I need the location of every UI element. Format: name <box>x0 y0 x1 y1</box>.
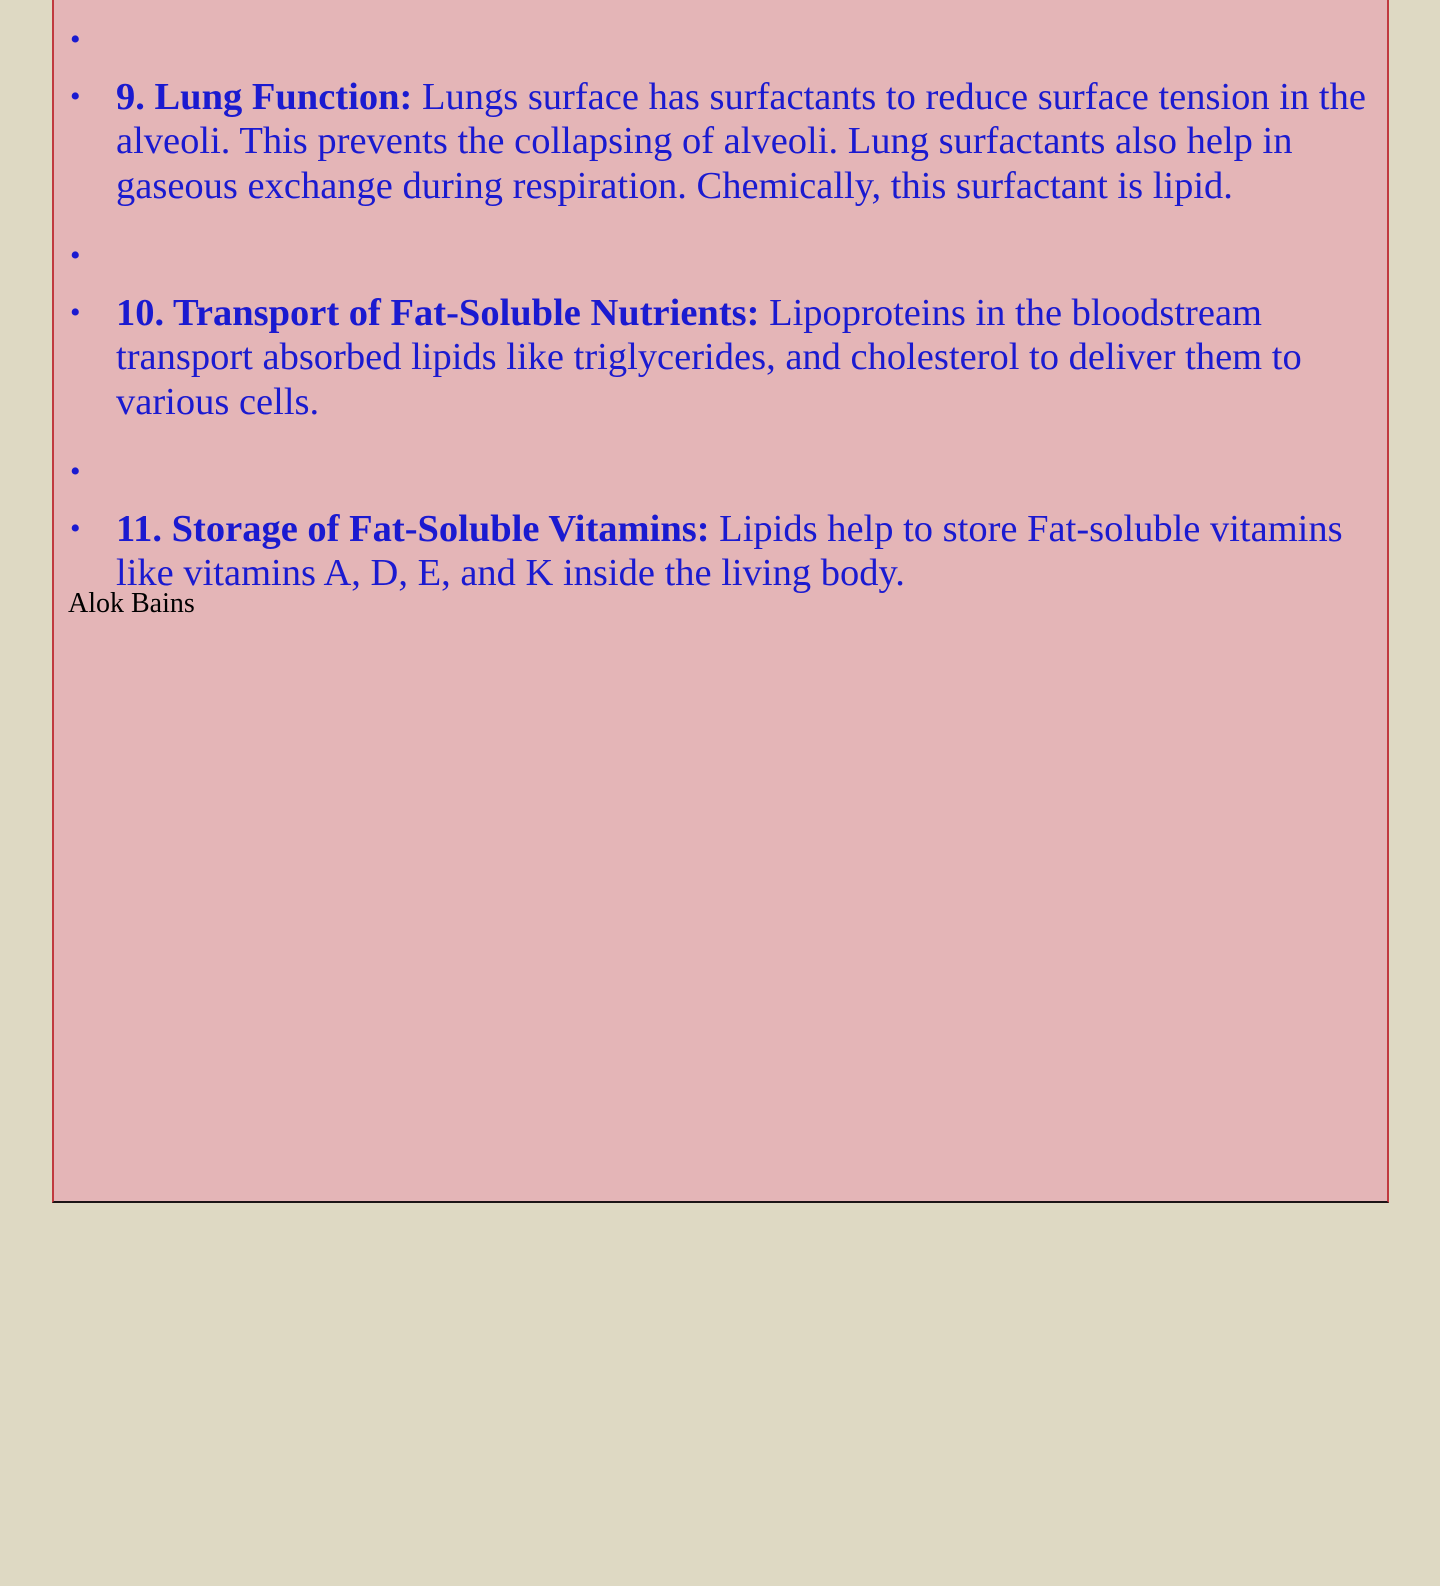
item-heading: 9. Lung Function: <box>116 75 413 118</box>
list-item-lung-function <box>54 75 1387 209</box>
author-name: Alok Bains <box>68 588 195 619</box>
bullet-icon: • <box>70 511 81 545</box>
content-panel <box>52 0 1389 1203</box>
list-item-storage <box>54 507 1387 596</box>
lipid-functions-list <box>54 18 1387 622</box>
bullet-icon: • <box>70 79 81 113</box>
list-item-empty <box>54 18 1387 63</box>
item-text: Lipoproteins in the bloodstream transport absorbed lipids like triglycerides, and cholesterol to deliver them to various cells. <box>116 291 1302 423</box>
item-text: Lungs surface has surfactants to reduce surface tension in the alveoli. This prevents the collapsing of alveoli. Lung surfactants also help in gaseous exchange during respiration. Chemically, this surfactant is lipid. <box>116 75 1366 207</box>
bullet-icon: • <box>70 295 81 329</box>
item-heading: 11. Storage of Fat-Soluble Vitamins: <box>116 507 710 550</box>
list-item-empty <box>54 234 1387 279</box>
bullet-icon: • <box>70 239 81 272</box>
bullet-icon: • <box>70 455 81 488</box>
list-item-transport <box>54 291 1387 425</box>
item-heading: 10. Transport of Fat-Soluble Nutrients: <box>116 291 760 334</box>
bullet-icon: • <box>70 23 81 56</box>
list-item-empty <box>54 450 1387 495</box>
item-text: Lipids help to store Fat-soluble vitamins like vitamins A, D, E, and K inside the living body. <box>116 507 1343 594</box>
